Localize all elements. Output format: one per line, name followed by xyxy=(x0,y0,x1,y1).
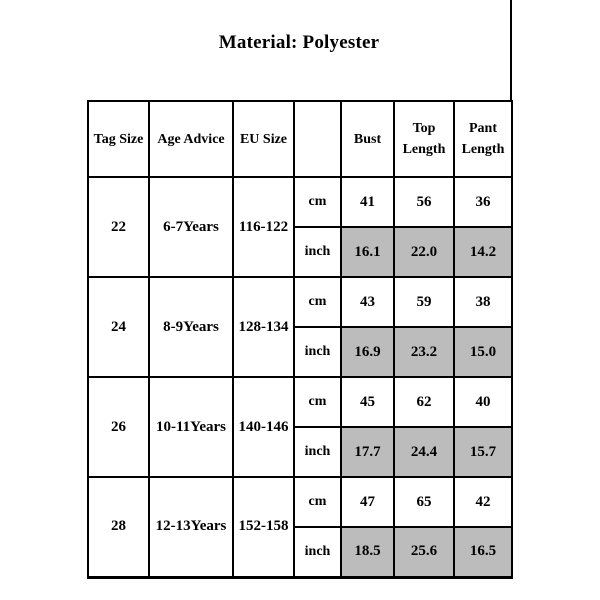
top-length-cm-value: 59 xyxy=(394,277,454,327)
top-length-inch-value: 25.6 xyxy=(394,527,454,577)
table-row-size24-cm xyxy=(88,277,512,327)
header-top-length: Top Length xyxy=(394,101,454,177)
bust-cm-value: 47 xyxy=(341,477,394,527)
pant-length-inch-value: 16.5 xyxy=(454,527,512,577)
top-length-cm-value: 62 xyxy=(394,377,454,427)
pant-length-cm-value: 42 xyxy=(454,477,512,527)
age-advice-value: 12-13Years xyxy=(149,477,233,577)
material-title: Material: Polyester xyxy=(218,32,380,53)
table-row-size22-cm xyxy=(88,177,512,227)
pant-length-cm-value: 40 xyxy=(454,377,512,427)
unit-label-cm: cm xyxy=(294,477,341,527)
header-unit xyxy=(294,101,341,177)
tag-size-value: 26 xyxy=(88,377,149,477)
table-row-size28-cm xyxy=(88,477,512,527)
unit-label-inch: inch xyxy=(294,527,341,577)
unit-label-inch: inch xyxy=(294,227,341,277)
bust-cm-value: 41 xyxy=(341,177,394,227)
eu-size-value: 116-122 xyxy=(233,177,294,277)
unit-label-cm: cm xyxy=(294,377,341,427)
tag-size-value: 22 xyxy=(88,177,149,277)
header-bust: Bust xyxy=(341,101,394,177)
bust-cm-value: 43 xyxy=(341,277,394,327)
age-advice-value: 10-11Years xyxy=(149,377,233,477)
unit-label-inch: inch xyxy=(294,327,341,377)
size-chart-table xyxy=(87,100,513,579)
title-right-border-line xyxy=(510,0,512,102)
age-advice-value: 6-7Years xyxy=(149,177,233,277)
pant-length-inch-value: 14.2 xyxy=(454,227,512,277)
pant-length-inch-value: 15.0 xyxy=(454,327,512,377)
bust-cm-value: 45 xyxy=(341,377,394,427)
bust-inch-value: 17.7 xyxy=(341,427,394,477)
bust-inch-value: 16.9 xyxy=(341,327,394,377)
eu-size-value: 152-158 xyxy=(233,477,294,577)
header-eu-size: EU Size xyxy=(233,101,294,177)
table-row-size26-cm xyxy=(88,377,512,427)
eu-size-value: 140-146 xyxy=(233,377,294,477)
pant-length-cm-value: 36 xyxy=(454,177,512,227)
eu-size-value: 128-134 xyxy=(233,277,294,377)
header-tag-size: Tag Size xyxy=(88,101,149,177)
age-advice-value: 8-9Years xyxy=(149,277,233,377)
bust-inch-value: 16.1 xyxy=(341,227,394,277)
pant-length-cm-value: 38 xyxy=(454,277,512,327)
unit-label-cm: cm xyxy=(294,277,341,327)
header-age-advice: Age Advice xyxy=(149,101,233,177)
top-length-inch-value: 23.2 xyxy=(394,327,454,377)
top-length-cm-value: 65 xyxy=(394,477,454,527)
pant-length-inch-value: 15.7 xyxy=(454,427,512,477)
top-length-inch-value: 22.0 xyxy=(394,227,454,277)
header-pant-length: Pant Length xyxy=(454,101,512,177)
top-length-inch-value: 24.4 xyxy=(394,427,454,477)
top-length-cm-value: 56 xyxy=(394,177,454,227)
tag-size-value: 24 xyxy=(88,277,149,377)
tag-size-value: 28 xyxy=(88,477,149,577)
header-row xyxy=(88,101,512,177)
unit-label-cm: cm xyxy=(294,177,341,227)
unit-label-inch: inch xyxy=(294,427,341,477)
bust-inch-value: 18.5 xyxy=(341,527,394,577)
